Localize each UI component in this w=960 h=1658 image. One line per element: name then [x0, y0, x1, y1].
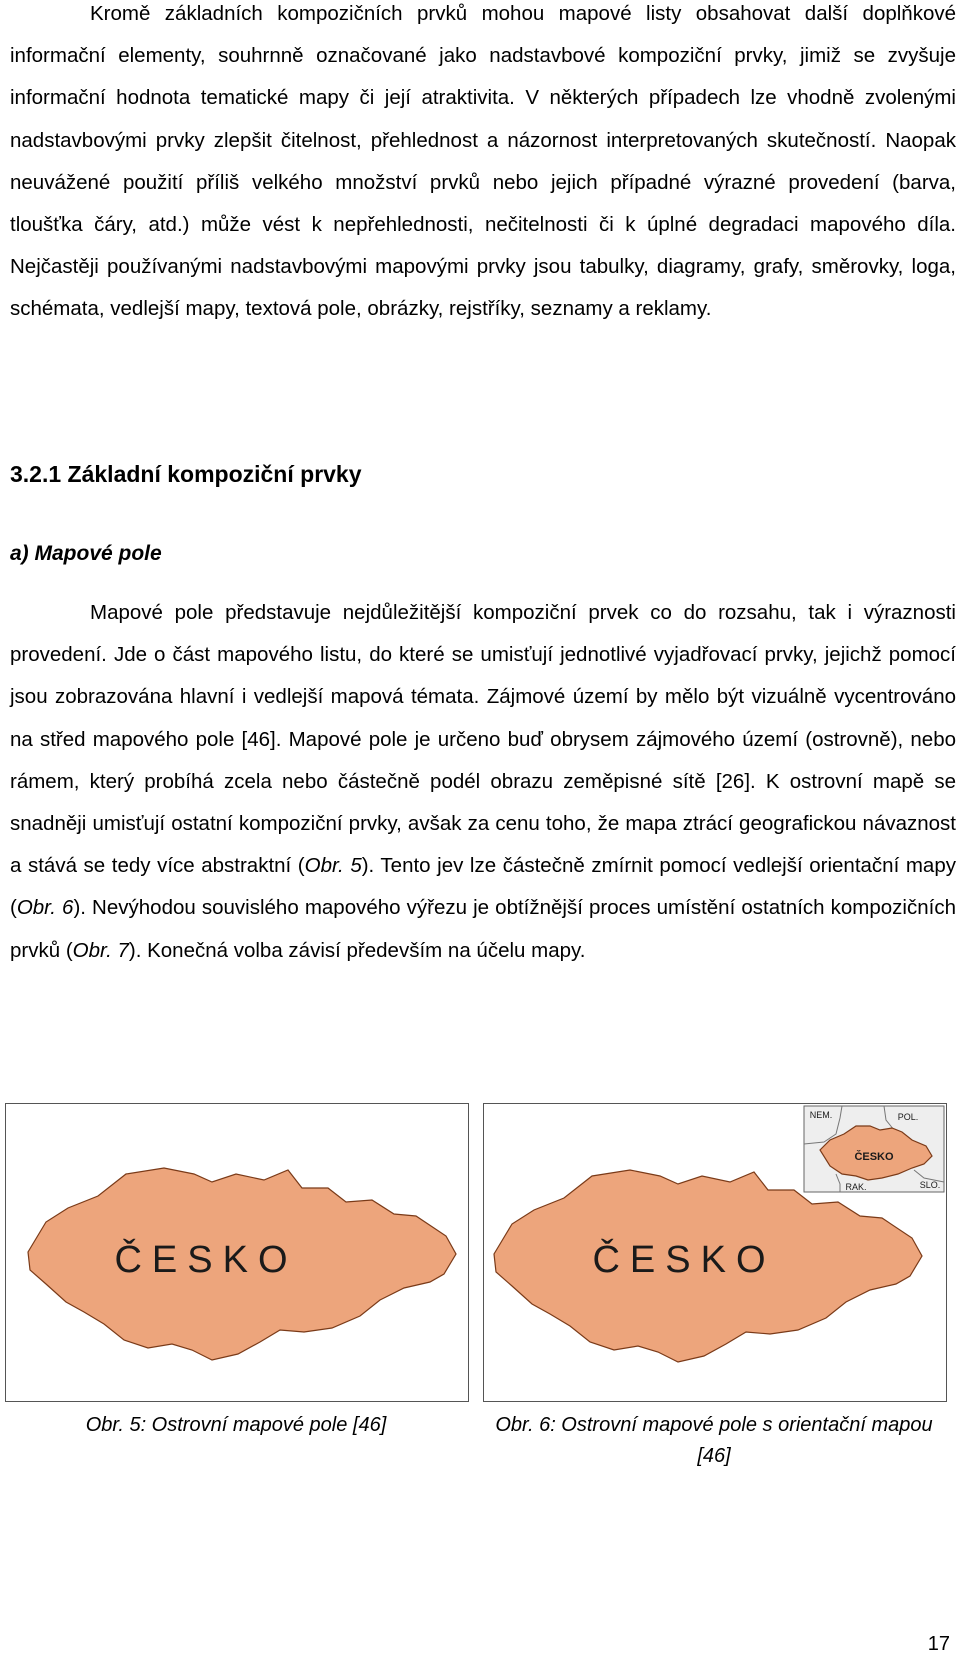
figure-caption: Obr. 5: Ostrovní mapové pole [46] — [85, 1414, 387, 1436]
inset-label-slovakia: SLO. — [919, 1180, 941, 1190]
figure-reference: Obr. 5 — [304, 854, 362, 878]
figure-reference: Obr. 7 — [72, 938, 129, 962]
section-heading: 3.2.1 Základní kompoziční prvky — [10, 461, 362, 487]
inset-label-czechia: ČESKO — [854, 1151, 894, 1163]
paragraph-text: Mapové pole představuje nejdůležitější kompoziční prvek co do rozsahu, tak i výraznosti provedení. Jde o část mapového listu, do které se umisťují jednotlivé vyjadřovací prvky, jejichž pomocí jsou zobrazována hlavní i vedlejší mapová témata. Zájmové území by mělo být vizuálně vycentrováno na střed mapového pole [46]. Mapové pole je určeno buď obrysem zájmového území (ostrovně), nebo rámem, který probíhá zcela nebo částečně podél obrazu zeměpisné sítě [26]. K ostrovní mapě se snadněji umisťují ostatní kompoziční prvky, avšak za cenu toho, že mapa ztrácí geografickou návaznost a stává se tedy více abstraktní ( — [10, 601, 956, 878]
paragraph-text: ). Konečná volba závisí především na účelu mapy. — [128, 938, 586, 962]
czechia-map — [6, 1104, 468, 1401]
orientation-inset-map — [804, 1106, 944, 1192]
map-field-paragraph — [10, 592, 956, 972]
czechia-map — [484, 1104, 946, 1401]
subsection-heading: a) Mapové pole — [10, 542, 162, 565]
figure-reference: Obr. 6 — [16, 896, 74, 920]
figure-island-map-with-inset — [483, 1103, 947, 1402]
map-label: ČESKO — [114, 1239, 298, 1281]
inset-label-austria: RAK. — [845, 1182, 867, 1192]
paragraph-text: ). Tento jev lze částečně zmírnit pomocí vedlejší orientační mapy ( — [10, 854, 956, 920]
figure-island-map — [5, 1103, 469, 1402]
inset-label-germany: NEM. — [809, 1110, 833, 1120]
map-label: ČESKO — [592, 1239, 776, 1281]
page-number: 17 — [927, 1633, 950, 1655]
figure-caption: Obr. 6: Ostrovní mapové pole s orientační mapou [46] — [495, 1414, 933, 1467]
intro-paragraph: Kromě základních kompozičních prvků mohou mapové listy obsahovat další doplňkové informační elementy, souhrnně označované jako nadstavbové kompoziční prvky, jimiž se zvyšuje informační hodnota tematické mapy či její atraktivita. V některých případech lze vhodně zvolenými nadstavbovými prvky zlepšit čitelnost, přehlednost a názornost interpretovaných skutečností. Naopak neuvážené použití příliš velkého množství prvků nebo jejich případné výrazné provedení (barva, tloušťka čáry, atd.) může vést k nepřehlednosti, nečitelnosti či k úplné degradaci mapového díla. Nejčastěji používanými nadstavbovými mapovými prvky jsou tabulky, diagramy, grafy, směrovky, loga, schémata, vedlejší mapy, textová pole, obrázky, rejstříky, seznamy a reklamy. — [10, 2, 956, 321]
paragraph-text: ). Nevýhodou souvislého mapového výřezu je obtížnější proces umístění ostatních kompozičních prvků ( — [10, 896, 956, 962]
inset-label-poland: POL. — [897, 1112, 919, 1122]
